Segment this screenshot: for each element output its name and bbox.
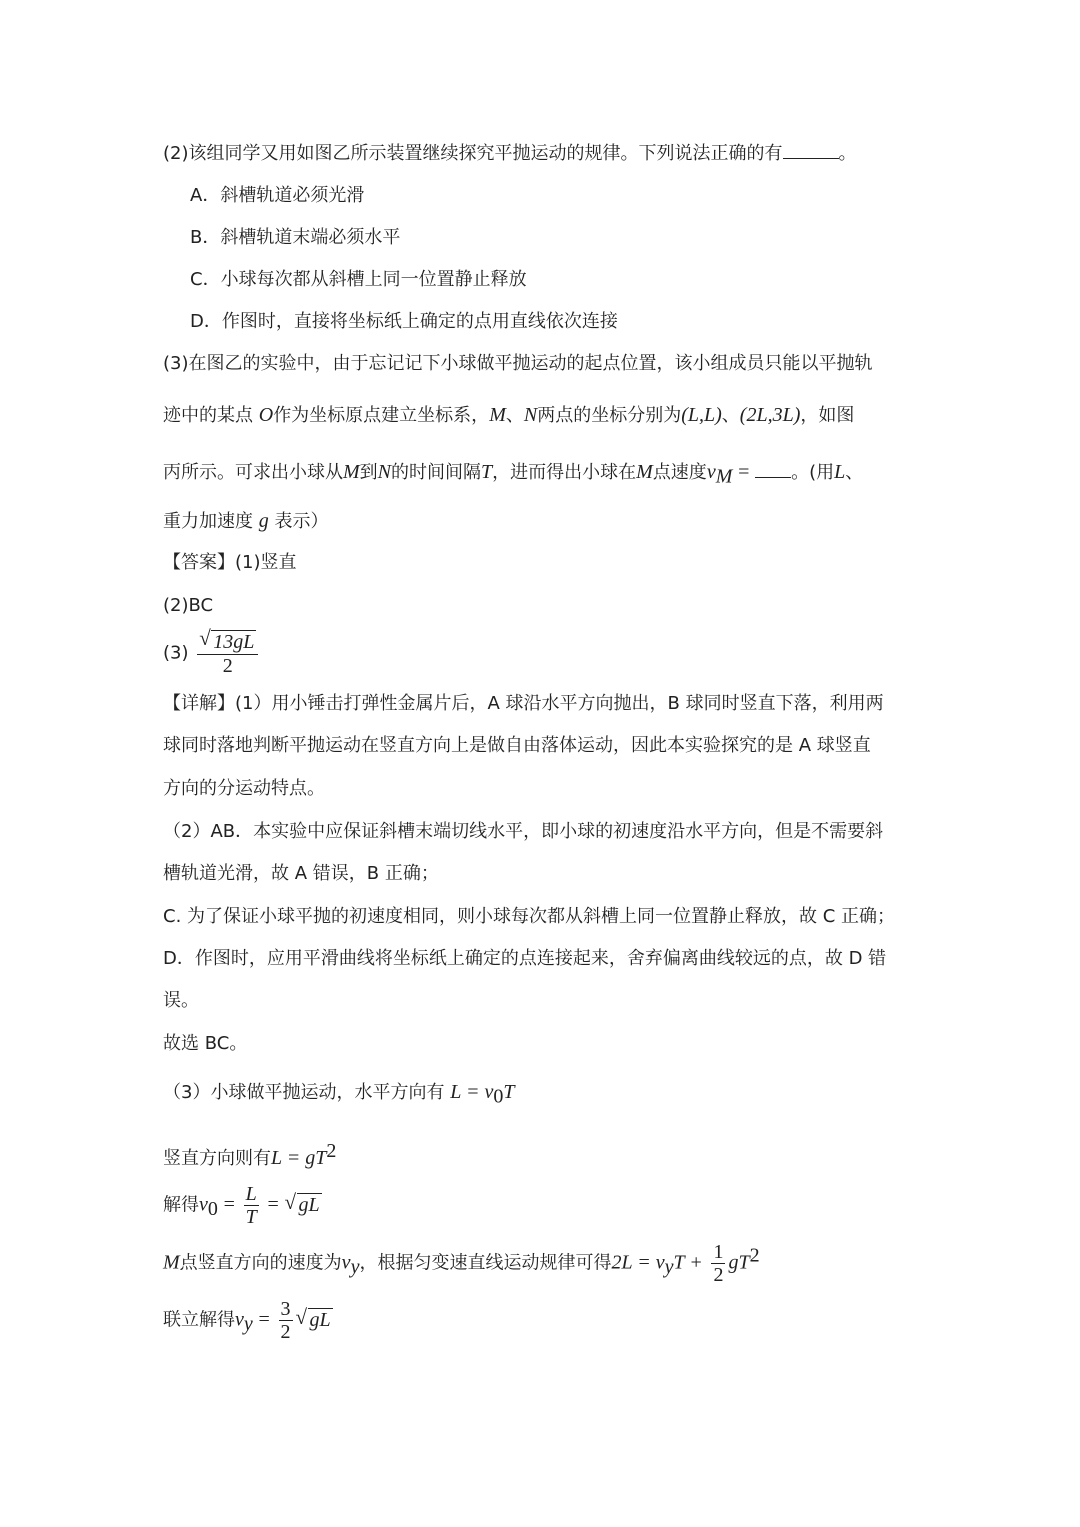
velocity-blank — [755, 459, 791, 478]
fraction-l-over-t: $\frac{L}{T}$ — [245, 1183, 257, 1228]
detail-p2-line-1: （2）AB．本实验中应保证斜槽末端切线水平，即小球的初速度沿水平方向，但是不需要斜 — [163, 821, 884, 842]
solution-step-3: 解得$v_0$ = $\frac{L}{T}$ = √ gL — [163, 1183, 322, 1228]
question-2-stem: (2)该组同学又用如图乙所示装置继续探究平抛运动的规律。下列说法正确的有 。 — [163, 140, 857, 167]
fraction-one-half: $\frac{1}{2}$ — [713, 1241, 724, 1286]
detail-p5: 故选 BC。 — [163, 1033, 248, 1054]
answer-line-1: 【答案】(1)竖直 — [163, 552, 297, 573]
fraction-three-halves: $\frac{3}{2}$ — [280, 1298, 291, 1343]
detail-p4-line-1: D．作图时，应用平滑曲线将坐标纸上确定的点连接起来，舍弃偏离曲线较远的点，故 D 错 — [163, 948, 887, 969]
detail-p1-line-2: 球同时落地判断平抛运动在竖直方向上是做自由落体运动，因此本实验探究的是 A 球竖直 — [163, 735, 871, 756]
option-a: A．斜槽轨道必须光滑 — [190, 185, 365, 206]
option-c: C．小球每次都从斜槽上同一位置静止释放 — [190, 269, 527, 290]
answer-blank — [783, 140, 839, 159]
detail-p1-line-3: 方向的分运动特点。 — [163, 778, 325, 799]
sqrt-gl-final: √ gL — [296, 1307, 333, 1333]
detail-p3: C. 为了保证小球平抛的初速度相同，则小球每次都从斜槽上同一位置静止释放，故 C 正确； — [163, 906, 896, 927]
question-3-line-2: 迹中的某点 O作为坐标原点建立坐标系，M、N两点的坐标分别为(L,L)、(2L,3L)，如图 — [163, 404, 855, 426]
answer-line-2: (2)BC — [163, 595, 214, 616]
question-3-line-3: 丙所示。可求出小球从M到N的时间间隔T，进而得出小球在M点速度$v_M$ = 。(用L、 — [163, 461, 864, 488]
detail-p1-line-1: 【详解】(1）用小锤击打弹性金属片后，A 球沿水平方向抛出，B 球同时竖直下落，利用两 — [163, 693, 884, 714]
coordinate-n: (2L,3L) — [739, 404, 801, 426]
sqrt-gl: √ gL — [285, 1192, 322, 1218]
solution-step-2: 竖直方向则有$L = gT^2$ — [163, 1140, 337, 1169]
solution-step-4: M点竖直方向的速度为$v_y$，根据匀变速直线运动规律可得$2L = v_yT$ + $\frac{1}{2}$ $gT^2$ — [163, 1241, 760, 1286]
question-3-line-4: 重力加速度 g 表示） — [163, 510, 329, 532]
question-3-line-1: (3)在图乙的实验中，由于忘记记下小球做平抛运动的起点位置，该小组成员只能以平抛轨 — [163, 353, 873, 374]
answer-line-3: (3) √ $\frac{13gL}{2}$ — [163, 630, 261, 677]
detail-p2-line-2: 槽轨道光滑，故 A 错误，B 正确； — [163, 863, 439, 884]
answer-fraction: √ $\frac{13gL}{2}$ — [197, 630, 258, 677]
option-b: B．斜槽轨道末端必须水平 — [190, 227, 401, 248]
option-d: D．作图时，直接将坐标纸上确定的点用直线依次连接 — [190, 311, 618, 332]
solution-step-1: （3）小球做平抛运动，水平方向有 $L = v_0T$ — [163, 1081, 515, 1108]
detail-p4-line-2: 误。 — [163, 990, 199, 1011]
solution-step-5: 联立解得$v_y$ = $\frac{3}{2}$ √ gL — [163, 1298, 333, 1343]
answer-label: 【答案】 — [163, 552, 235, 573]
coordinate-m: (L,L) — [681, 404, 722, 426]
